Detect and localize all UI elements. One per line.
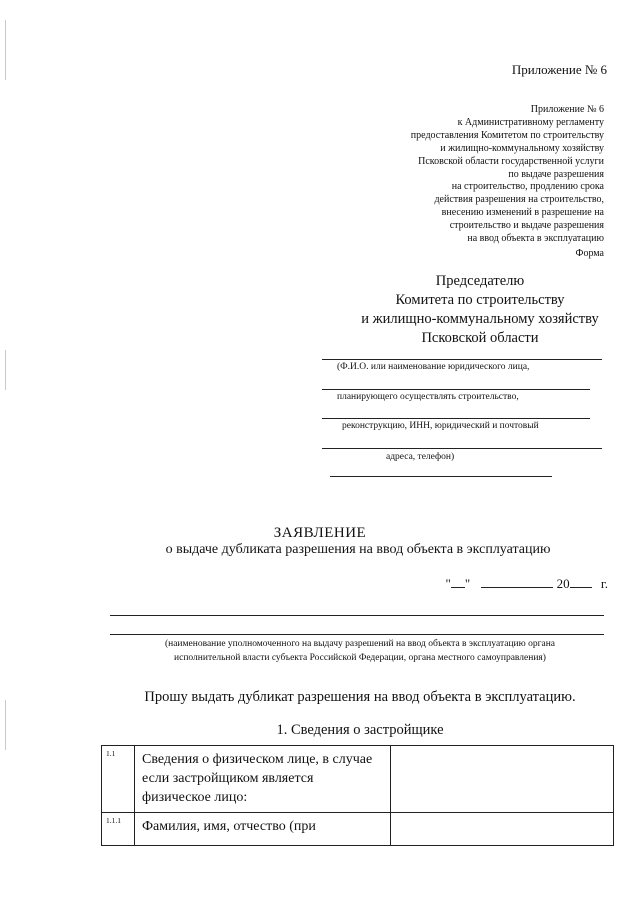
scan-edge-mark (5, 350, 6, 390)
applicant-fill-line[interactable] (322, 359, 602, 360)
organ-fill-line[interactable] (110, 634, 604, 635)
applicant-fill-line[interactable] (322, 418, 590, 419)
scan-edge-mark (5, 700, 6, 750)
regulation-line: на строительство, продлению срока (451, 181, 604, 193)
regulation-line: внесению изменений в разрешение на (441, 207, 604, 219)
regulation-reference (411, 104, 604, 246)
addressee-line: Председателю (435, 273, 525, 289)
regulation-line: действия разрешения на строительство, (434, 194, 604, 206)
section-title: 1. Сведения о застройщике (276, 722, 444, 738)
regulation-line: предоставления Комитетом по строительству (410, 129, 604, 141)
organ-hint-line: (наименование уполномоченного на выдачу разрешений на ввод объекта в эксплуатацию органа (164, 639, 556, 649)
row-value-cell[interactable] (391, 813, 614, 846)
date-year-prefix: 20 (556, 576, 570, 591)
applicant-hint: реконструкцию, ИНН, юридический и почтовый (342, 421, 539, 431)
organ-hint (110, 637, 610, 665)
regulation-line: и жилищно-коммунальному хозяйству (440, 142, 604, 154)
date-quote-open: " (445, 576, 451, 591)
scan-edge-mark (5, 20, 6, 80)
addressee-line: Комитета по строительству (395, 292, 565, 308)
addressee-block (330, 272, 630, 348)
applicant-fill-line[interactable] (322, 389, 590, 390)
regulation-line: на ввод объекта в эксплуатацию (467, 233, 604, 245)
date-year-suffix: г. (600, 576, 608, 591)
document-subtitle: о выдаче дубликата разрешения на ввод объекта в эксплуатацию (165, 542, 551, 557)
form-label: Форма (575, 248, 604, 259)
date-quote-close: " (464, 576, 471, 591)
row-number: 1.1 (102, 746, 135, 813)
date-year-blank[interactable] (570, 576, 592, 588)
regulation-line: к Административному регламенту (457, 116, 604, 128)
document-title: ЗАЯВЛЕНИЕ (273, 525, 367, 541)
regulation-line: Псковской области государственной услуги (418, 155, 604, 167)
addressee-line: и жилищно-коммунальному хозяйству (361, 311, 599, 327)
row-label: Сведения о физическом лице, в случае если застройщиком является физическое лицо: (135, 746, 391, 813)
date-month-blank[interactable] (481, 576, 553, 588)
table-row (102, 746, 614, 813)
regulation-line: строительство и выдаче разрешения (449, 220, 604, 232)
row-label: Фамилия, имя, отчество (при (135, 813, 391, 846)
regulation-line: Приложение № 6 (530, 104, 604, 115)
date-field[interactable] (446, 576, 609, 592)
regulation-line: по выдаче разрешения (508, 168, 604, 180)
applicant-fill-line[interactable] (330, 476, 552, 477)
applicant-hint: планирующего осуществлять строительство, (337, 392, 519, 402)
request-text: Прошу выдать дубликат разрешения на ввод объекта в эксплуатацию. (144, 689, 576, 705)
addressee-line: Псковской области (421, 330, 539, 346)
table-row (102, 813, 614, 846)
row-value-cell[interactable] (391, 746, 614, 813)
appendix-number: Приложение № 6 (511, 62, 607, 77)
applicant-fill-line[interactable] (322, 448, 602, 449)
organ-hint-line: исполнительной власти субъекта Российской Федерации, органа местного самоуправления) (174, 653, 546, 663)
row-number: 1.1.1 (102, 813, 135, 846)
date-day-blank[interactable] (451, 576, 465, 588)
applicant-hint: адреса, телефон) (386, 452, 455, 462)
organ-fill-line[interactable] (110, 615, 604, 616)
applicant-hint: (Ф.И.О. или наименование юридического лица, (337, 362, 530, 372)
developer-info-table (101, 745, 614, 846)
